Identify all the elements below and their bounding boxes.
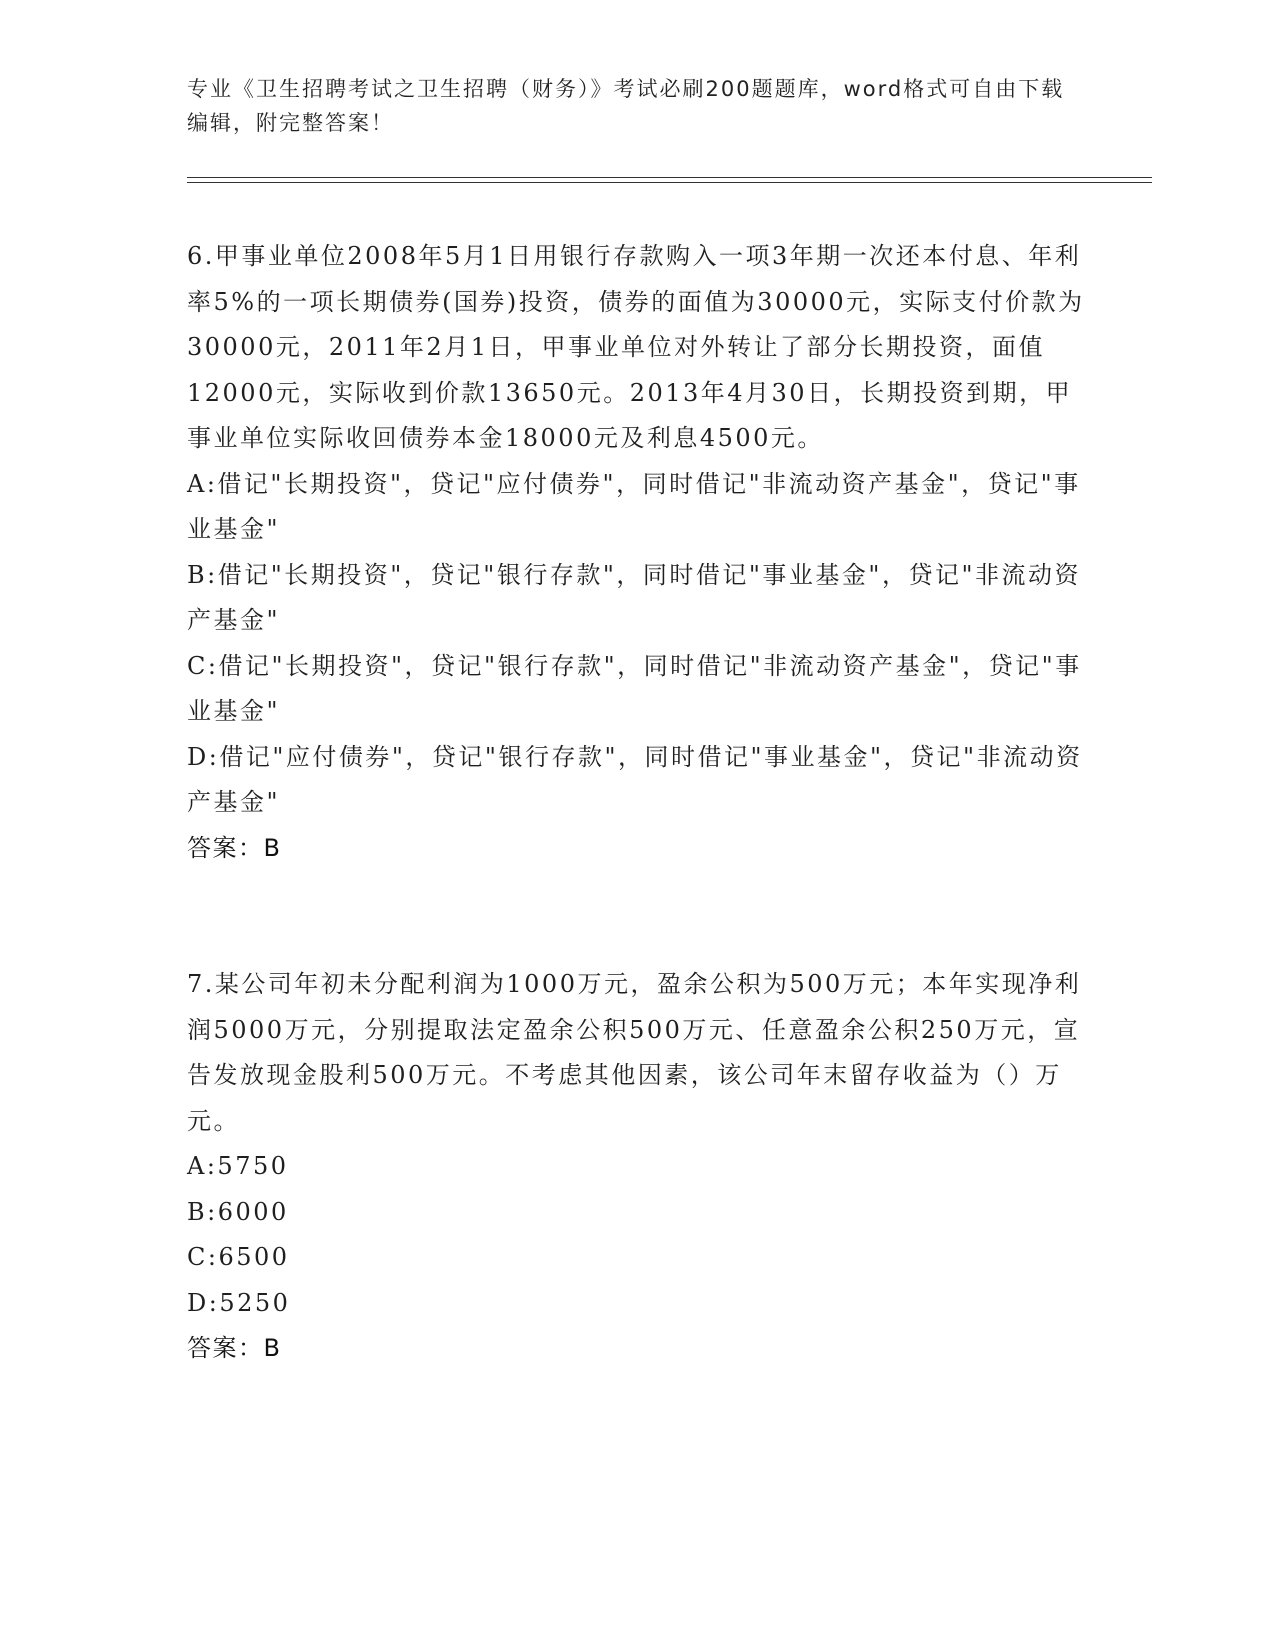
option-a: A:借记"长期投资"，贷记"应付债券"，同时借记"非流动资产基金"，贷记"事业基金" — [187, 469, 1081, 543]
option-c: C:借记"长期投资"，贷记"银行存款"，同时借记"非流动资产基金"，贷记"事业基金" — [187, 651, 1082, 725]
option-b: B:6000 — [187, 1197, 289, 1226]
question-6 — [187, 234, 1087, 871]
option-a: A:5750 — [187, 1152, 289, 1180]
option-b: B:借记"长期投资"，贷记"银行存款"，同时借记"事业基金"，贷记"非流动资产基金" — [187, 560, 1081, 634]
header-divider-bottom — [187, 182, 1152, 183]
answer: 答案：B — [187, 1334, 282, 1362]
option-d: D:借记"应付债券"，贷记"银行存款"，同时借记"事业基金"，贷记"非流动资产基金" — [187, 742, 1083, 816]
question-7 — [187, 962, 1087, 1372]
header-divider-top — [187, 177, 1152, 178]
option-c: C:6500 — [187, 1243, 290, 1271]
question-stem: 6.甲事业单位2008年5月1日用银行存款购入一项3年期一次还本付息、年利率5%的一项长期债券(国券)投资，债券的面值为30000元，实际支付价款为30000元，2011年2月1日，甲事业单位对外转让了部分长期投资，面值12000元，实际收到价款13650元。2013年4月30日，长期投资到期，甲事业单位实际收回债券本金18000元及利息4500元。 — [187, 242, 1085, 452]
document-header: 专业《卫生招聘考试之卫生招聘（财务）》考试必刷200题题库，word格式可自由下载编辑，附完整答案！ — [187, 77, 1065, 135]
question-stem: 7.某公司年初未分配利润为1000万元，盈余公积为500万元；本年实现净利润5000万元，分别提取法定盈余公积500万元、任意盈余公积250万元，宣告发放现金股利500万元。不考虑其他因素，该公司年末留存收益为（）万元。 — [187, 970, 1082, 1135]
option-d: D:5250 — [187, 1288, 291, 1317]
answer: 答案：B — [187, 833, 282, 862]
